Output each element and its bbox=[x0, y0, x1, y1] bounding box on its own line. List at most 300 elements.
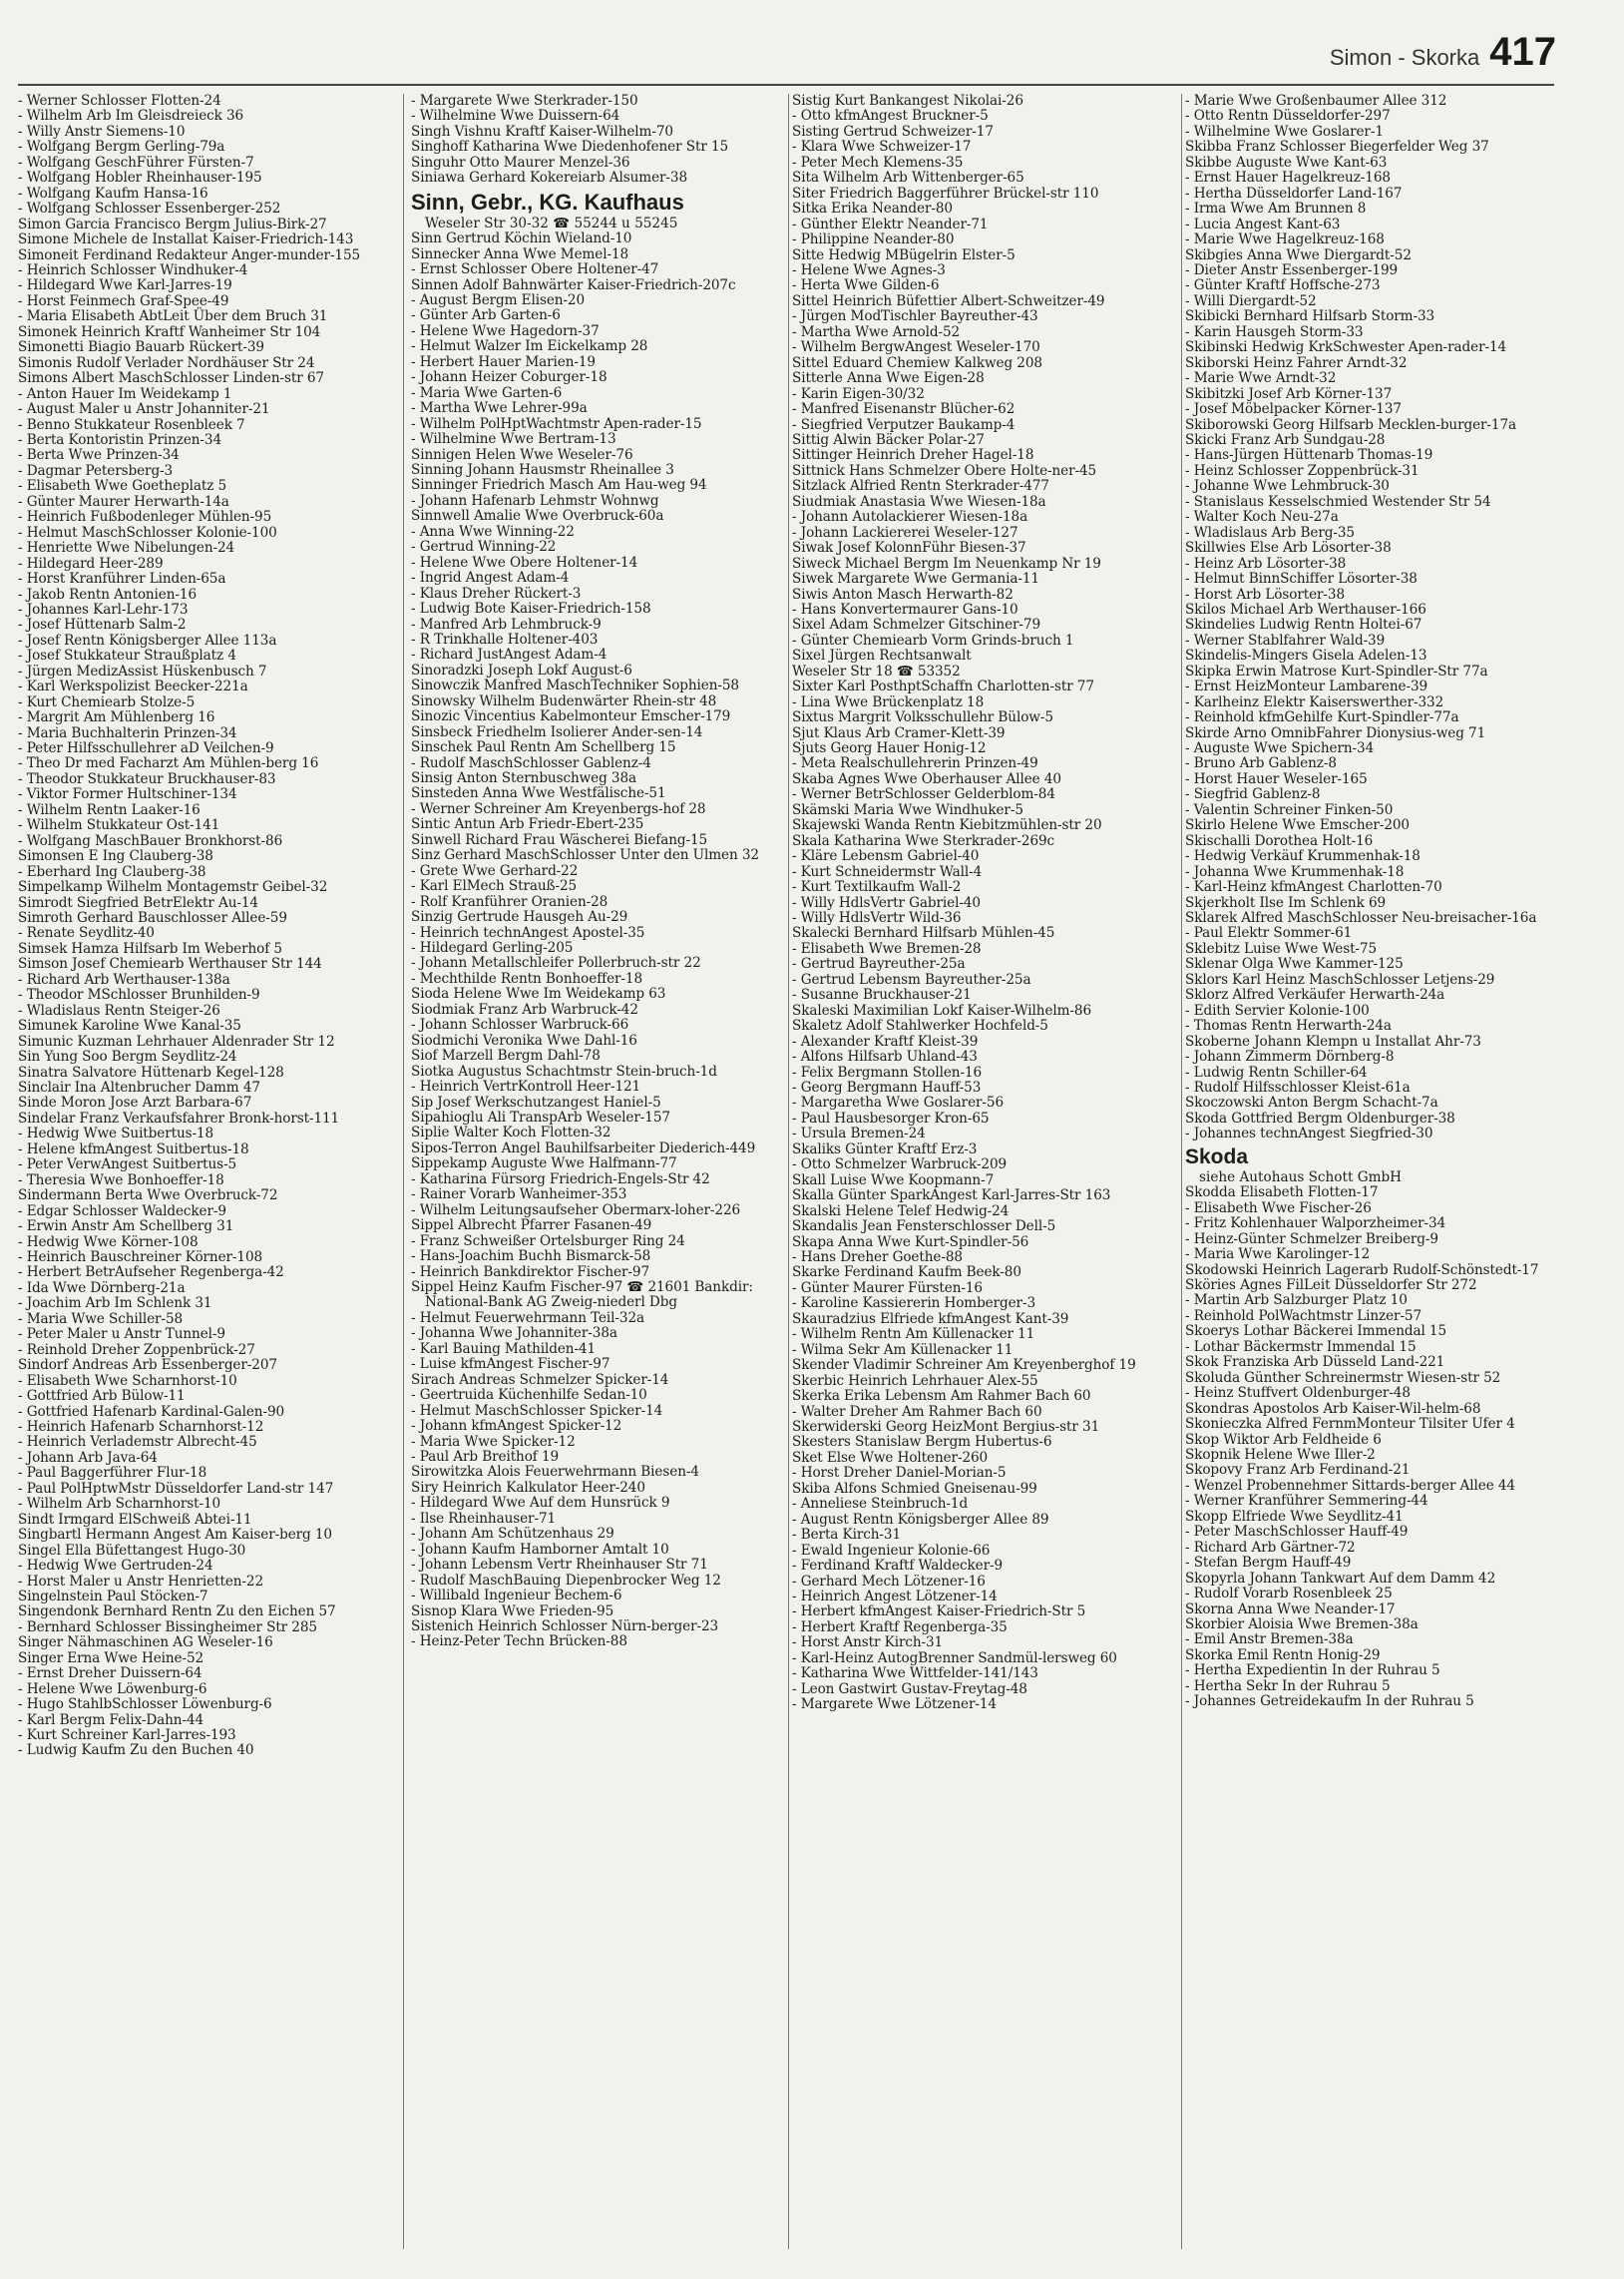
directory-entry: - August Bergm Elisen-20 bbox=[411, 291, 586, 308]
directory-entry: Simone Michele de Installat Kaiser-Friedrich-143 bbox=[18, 231, 354, 248]
directory-entry: - Hans Konvertermaurer Gans-10 bbox=[792, 601, 1018, 618]
directory-entry: - Helmut MaschSchlosser Spicker-14 bbox=[411, 1402, 663, 1419]
firm-address: Weseler Str 30-32 ☎ 55244 u 55245 bbox=[425, 215, 678, 231]
directory-entry: - Helene Wwe Agnes-3 bbox=[792, 261, 946, 278]
column-divider bbox=[788, 94, 789, 2249]
directory-entry: - Paul Elektr Sommer-61 bbox=[1185, 925, 1353, 942]
directory-entry: Sioda Helene Wwe Im Weidekamp 63 bbox=[411, 986, 666, 1003]
directory-entry: - Valentin Schreiner Finken-50 bbox=[1185, 801, 1394, 818]
directory-entry: Skodowski Heinrich Lagerarb Rudolf-Schönstedt-17 bbox=[1185, 1261, 1539, 1278]
directory-entry: - Josef Rentn Königsberger Allee 113a bbox=[18, 632, 277, 649]
directory-entry: - Johann Am Schützenhaus 29 bbox=[411, 1526, 614, 1543]
directory-entry: Sinnen Adolf Bahnwärter Kaiser-Friedrich-207c bbox=[411, 276, 736, 293]
directory-entry: - Heinz-Günter Schmelzer Breiberg-9 bbox=[1185, 1230, 1438, 1247]
directory-entry: - Walter Dreher Am Rahmer Bach 60 bbox=[792, 1403, 1042, 1420]
directory-entry: - Wilhelm Arb Im Gleisdreieck 36 bbox=[18, 108, 244, 125]
directory-entry: Simson Josef Chemiearb Werthauser Str 144 bbox=[18, 956, 322, 973]
directory-entry: - Gerhard Mech Lötzener-16 bbox=[792, 1573, 986, 1590]
directory-entry: Sitte Hedwig MBügelrin Elster-5 bbox=[792, 246, 1015, 263]
directory-entry: - Johann Lackiererei Weseler-127 bbox=[792, 524, 1018, 541]
directory-entry: Sixter Karl PosthptSchaffn Charlotten-str 77 bbox=[792, 679, 1094, 695]
directory-entry: - Ilse Rheinhauser-71 bbox=[411, 1510, 557, 1527]
directory-entry: - Johanne Wwe Lehmbruck-30 bbox=[1185, 478, 1390, 495]
directory-entry: Skiborowski Georg Hilfsarb Mecklen-burger-17a bbox=[1185, 416, 1517, 433]
directory-entry: - Heinrich Bankdirektor Fischer-97 bbox=[411, 1263, 649, 1280]
directory-entry: Skodda Elisabeth Flotten-17 bbox=[1185, 1184, 1379, 1201]
directory-entry: - Johann Arb Java-64 bbox=[18, 1449, 158, 1466]
directory-entry: - Günter Maurer Herwarth-14a bbox=[18, 493, 229, 510]
directory-entry: Sinozic Vincentius Kabelmonteur Emscher-179 bbox=[411, 708, 731, 725]
directory-entry: Skibicki Bernhard Hilfsarb Storm-33 bbox=[1185, 308, 1435, 325]
directory-entry: - Karl-Heinz AutogBrenner Sandmül-lersweg 60 bbox=[792, 1649, 1117, 1666]
directory-entry: - Josef Stukkateur Straußplatz 4 bbox=[18, 648, 236, 665]
directory-entry: - Martha Wwe Lehrer-99a bbox=[411, 400, 588, 417]
skoda-heading: Skoda bbox=[1185, 1144, 1249, 1168]
directory-entry: - Fritz Kohlenhauer Walporzheimer-34 bbox=[1185, 1215, 1446, 1232]
page-number: 417 bbox=[1489, 30, 1556, 74]
directory-entry: - Ursula Bremen-24 bbox=[792, 1126, 926, 1142]
directory-entry: - Wilhelm Rentn Am Küllenacker 11 bbox=[792, 1326, 1035, 1343]
directory-entry: Sinatra Salvatore Hüttenarb Kegel-128 bbox=[18, 1064, 284, 1081]
directory-entry: - Otto Schmelzer Warbruck-209 bbox=[792, 1156, 1008, 1173]
directory-entry: Skibbe Auguste Wwe Kant-63 bbox=[1185, 154, 1388, 171]
directory-entry: Sittig Alwin Bäcker Polar-27 bbox=[792, 431, 985, 448]
directory-entry: Skoluda Günther Schreinermstr Wiesen-str 52 bbox=[1185, 1369, 1501, 1386]
directory-entry: - Elisabeth Wwe Scharnhorst-10 bbox=[18, 1372, 237, 1389]
directory-entry: Sitterle Anna Wwe Eigen-28 bbox=[792, 370, 985, 387]
header-rule bbox=[18, 84, 1554, 86]
directory-entry: - Heinrich Hafenarb Scharnhorst-12 bbox=[18, 1418, 264, 1435]
directory-entry: - Manfred Eisenanstr Blücher-62 bbox=[792, 401, 1015, 418]
directory-entry: - Johann Zimmerm Dörnberg-8 bbox=[1185, 1049, 1395, 1066]
directory-entry: - R Trinkhalle Holtener-403 bbox=[411, 631, 599, 648]
directory-entry: - Paul Arb Breithof 19 bbox=[411, 1448, 560, 1465]
directory-entry: - Helmut Feuerwehrmann Teil-32a bbox=[411, 1309, 645, 1326]
directory-entry: Sinwell Richard Frau Wäscherei Biefang-15 bbox=[411, 831, 708, 848]
directory-entry: - Theodor Stukkateur Bruckhauser-83 bbox=[18, 770, 276, 787]
directory-entry: - Berta Kirch-31 bbox=[792, 1527, 901, 1544]
directory-entry: - Bruno Arb Gablenz-8 bbox=[1185, 755, 1337, 772]
directory-entry: - Hertha Expedientin In der Ruhrau 5 bbox=[1185, 1662, 1440, 1679]
directory-entry: Sket Else Wwe Holtener-260 bbox=[792, 1449, 989, 1466]
directory-entry: - Wolfgang MaschBauer Bronkhorst-86 bbox=[18, 832, 283, 849]
directory-entry: Sixel Jürgen Rechtsanwalt bbox=[792, 648, 972, 665]
directory-entry: Skauradzius Elfriede kfmAngest Kant-39 bbox=[792, 1310, 1069, 1327]
directory-entry: - Johann Schlosser Warbruck-66 bbox=[411, 1017, 629, 1034]
directory-entry: Skibgies Anna Wwe Diergardt-52 bbox=[1185, 246, 1412, 263]
directory-entry: - Karl Bergm Felix-Dahn-44 bbox=[18, 1711, 204, 1728]
directory-entry: Siniawa Gerhard Kokereiarb Alsumer-38 bbox=[411, 170, 688, 187]
directory-entry: Simons Albert MaschSchlosser Linden-str 67 bbox=[18, 370, 324, 387]
directory-entry: - Kurt Textilkaufm Wall-2 bbox=[792, 879, 962, 896]
directory-entry: - Maria Buchhalterin Prinzen-34 bbox=[18, 724, 237, 741]
directory-entry: - Paul Hausbesorger Kron-65 bbox=[792, 1110, 990, 1127]
directory-entry: Skop Wiktor Arb Feldheide 6 bbox=[1185, 1431, 1382, 1448]
directory-entry: - Helmut BinnSchiffer Lösorter-38 bbox=[1185, 571, 1418, 588]
directory-entry: - Grete Wwe Gerhard-22 bbox=[411, 862, 579, 879]
directory-entry: - Lucia Angest Kant-63 bbox=[1185, 216, 1341, 232]
directory-entry: - Wladislaus Arb Berg-35 bbox=[1185, 524, 1355, 541]
directory-entry: - Bernhard Schlosser Bissingheimer Str 285 bbox=[18, 1618, 317, 1635]
column-divider bbox=[1181, 94, 1182, 2249]
directory-entry: Skibitzki Josef Arb Körner-137 bbox=[1185, 385, 1393, 402]
directory-entry: - Günter Maurer Fürsten-16 bbox=[792, 1279, 983, 1296]
directory-entry: Skall Luise Wwe Koopmann-7 bbox=[792, 1171, 995, 1188]
directory-entry: Sklorz Alfred Verkäufer Herwarth-24a bbox=[1185, 987, 1445, 1004]
directory-entry: Skerwiderski Georg HeizMont Bergius-str 31 bbox=[792, 1418, 1100, 1435]
directory-entry: Simunic Kuzman Lehrhauer Aldenrader Str 12 bbox=[18, 1033, 335, 1050]
directory-entry: - Rudolf Hilfsschlosser Kleist-61a bbox=[1185, 1080, 1411, 1096]
directory-entry: - Marie Wwe Hagelkreuz-168 bbox=[1185, 231, 1385, 248]
directory-entry: - Ludwig Rentn Schiller-64 bbox=[1185, 1064, 1368, 1081]
directory-entry: - Karl-Heinz kfmAngest Charlotten-70 bbox=[1185, 879, 1442, 896]
directory-entry: - Heinz Stuffvert Oldenburger-48 bbox=[1185, 1385, 1411, 1402]
directory-entry: - Klara Wwe Schweizer-17 bbox=[792, 139, 972, 156]
directory-entry: Skesters Stanislaw Bergm Hubertus-6 bbox=[792, 1434, 1052, 1451]
directory-entry: - Martin Arb Salzburger Platz 10 bbox=[1185, 1292, 1408, 1309]
directory-entry: Sindermann Berta Wwe Overbruck-72 bbox=[18, 1187, 278, 1204]
directory-entry: Sindelar Franz Verkaufsfahrer Bronk-horst-111 bbox=[18, 1110, 340, 1127]
directory-entry: Sippel Heinz Kaufm Fischer-97 ☎ 21601 Bankdir: National-Bank AG Zweig-niederl Dbg bbox=[411, 1278, 753, 1311]
directory-entry: Skirlo Helene Wwe Emscher-200 bbox=[1185, 817, 1410, 834]
directory-entry: - Josef Möbelpacker Körner-137 bbox=[1185, 401, 1402, 418]
directory-entry: - Ida Wwe Dörnberg-21a bbox=[18, 1279, 186, 1296]
directory-entry: Sinowsky Wilhelm Budenwärter Rhein-str 48 bbox=[411, 692, 717, 709]
directory-entry: - Margaretha Wwe Goslarer-56 bbox=[792, 1095, 1005, 1112]
directory-entry: Skoda Gottfried Bergm Oldenburger-38 bbox=[1185, 1110, 1455, 1127]
directory-entry: Skaletz Adolf Stahlwerker Hochfeld-5 bbox=[792, 1018, 1048, 1035]
directory-entry: Sirach Andreas Schmelzer Spicker-14 bbox=[411, 1371, 669, 1388]
directory-entry: - Hedwig Verkäuf Krummenhak-18 bbox=[1185, 848, 1421, 865]
directory-entry: - Joachim Arb Im Schlenk 31 bbox=[18, 1295, 212, 1312]
directory-entry: Sixel Adam Schmelzer Gitschiner-79 bbox=[792, 617, 1041, 634]
directory-entry: - Elisabeth Wwe Fischer-26 bbox=[1185, 1199, 1372, 1216]
directory-entry: Sin Yung Soo Bergm Seydlitz-24 bbox=[18, 1049, 237, 1066]
directory-columns bbox=[18, 94, 1554, 2259]
column-2 bbox=[411, 94, 786, 2249]
directory-entry: - Wolfgang Hobler Rheinhauser-195 bbox=[18, 170, 262, 187]
directory-entry: Sinninger Friedrich Masch Am Hau-weg 94 bbox=[411, 477, 707, 494]
directory-entry: - Heinrich VertrKontroll Heer-121 bbox=[411, 1079, 641, 1096]
directory-entry: Skopovy Franz Arb Ferdinand-21 bbox=[1185, 1462, 1411, 1479]
directory-entry: Sindorf Andreas Arb Essenberger-207 bbox=[18, 1357, 277, 1374]
directory-entry: Sipahioglu Ali TranspArb Weseler-157 bbox=[411, 1110, 670, 1126]
directory-entry: - Rainer Vorarb Wanheimer-353 bbox=[411, 1186, 627, 1203]
directory-entry: - Richard Arb Gärtner-72 bbox=[1185, 1539, 1356, 1556]
directory-entry: Sinclair Ina Altenbrucher Damm 47 bbox=[18, 1080, 260, 1096]
directory-entry: Sisting Gertrud Schweizer-17 bbox=[792, 123, 994, 140]
directory-entry: - Philippine Neander-80 bbox=[792, 231, 955, 248]
directory-entry: - Wenzel Probennehmer Sittards-berger Allee 44 bbox=[1185, 1477, 1515, 1494]
directory-entry: - Richard Arb Werthauser-138a bbox=[18, 971, 230, 988]
directory-entry: - Heinz-Peter Techn Brücken-88 bbox=[411, 1633, 627, 1650]
directory-entry: Simoneit Ferdinand Redakteur Anger-munder-155 bbox=[18, 246, 361, 263]
directory-entry: Sköries Agnes FilLeit Düsseldorfer Str 272 bbox=[1185, 1276, 1477, 1293]
directory-entry: - Heinrich technAngest Apostel-35 bbox=[411, 924, 645, 941]
directory-entry: Sinsteden Anna Wwe Westfälische-51 bbox=[411, 785, 666, 802]
directory-entry: - Peter Hilfsschullehrer aD Veilchen-9 bbox=[18, 740, 274, 757]
directory-entry: Siter Friedrich Baggerführer Brückel-str 110 bbox=[792, 185, 1099, 202]
directory-entry: Skiborski Heinz Fahrer Arndt-32 bbox=[1185, 354, 1408, 371]
directory-entry: - Reinhold kfmGehilfe Kurt-Spindler-77a bbox=[1185, 709, 1459, 726]
directory-entry: - Werner Kranführer Semmering-44 bbox=[1185, 1493, 1428, 1510]
directory-entry: Singbartl Hermann Angest Am Kaiser-berg 10 bbox=[18, 1527, 332, 1544]
directory-entry: Sinnecker Anna Wwe Memel-18 bbox=[411, 245, 629, 262]
directory-entry: - Kurt Chemiearb Stolze-5 bbox=[18, 693, 196, 710]
directory-entry: - Wilhelm Stukkateur Ost-141 bbox=[18, 817, 220, 834]
directory-entry: - Gottfried Hafenarb Kardinal-Galen-90 bbox=[18, 1403, 285, 1420]
directory-entry: - Martha Wwe Arnold-52 bbox=[792, 323, 961, 340]
directory-entry: Sinoradzki Joseph Lokf August-6 bbox=[411, 662, 632, 679]
directory-entry: Sinschek Paul Rentn Am Schellberg 15 bbox=[411, 739, 676, 756]
directory-entry: - Hildegard Wwe Auf dem Hunsrück 9 bbox=[411, 1495, 670, 1512]
directory-entry: Sistig Kurt Bankangest Nikolai-26 bbox=[792, 94, 1023, 109]
column-4 bbox=[1185, 94, 1574, 2249]
directory-entry: Skaleski Maximilian Lokf Kaiser-Wilhelm-86 bbox=[792, 1002, 1092, 1019]
directory-entry: - Rudolf MaschBauing Diepenbrocker Weg 12 bbox=[411, 1572, 721, 1589]
directory-entry: - Richard JustAngest Adam-4 bbox=[411, 647, 608, 664]
directory-entry: - Willi Diergardt-52 bbox=[1185, 292, 1317, 309]
directory-entry: - Günter Arb Garten-6 bbox=[411, 307, 561, 324]
directory-entry: Sitzlack Alfried Rentn Sterkrader-477 bbox=[792, 478, 1049, 495]
directory-entry: - Susanne Bruckhauser-21 bbox=[792, 987, 972, 1004]
directory-entry: - Wolfgang GeschFührer Fürsten-7 bbox=[18, 154, 254, 171]
directory-entry: - Hans-Jürgen Hüttenarb Thomas-19 bbox=[1185, 447, 1433, 464]
directory-entry: - Gertrud Winning-22 bbox=[411, 539, 557, 556]
directory-entry: Simsek Hamza Hilfsarb Im Weberhof 5 bbox=[18, 940, 282, 957]
directory-entry: Simon Garcia Francisco Bergm Julius-Birk-27 bbox=[18, 216, 327, 232]
directory-entry: - Margarete Wwe Sterkrader-150 bbox=[411, 94, 638, 109]
directory-entry: - Marie Wwe Arndt-32 bbox=[1185, 370, 1337, 387]
directory-entry: - Thomas Rentn Herwarth-24a bbox=[1185, 1018, 1392, 1035]
directory-entry: - Werner Schlosser Flotten-24 bbox=[18, 94, 221, 109]
directory-entry: Skender Vladimir Schreiner Am Kreyenberghof 19 bbox=[792, 1357, 1136, 1374]
directory-entry: Siweck Michael Bergm Im Neuenkamp Nr 19 bbox=[792, 555, 1101, 572]
directory-entry: - Johannes Karl-Lehr-173 bbox=[18, 601, 189, 618]
directory-entry: Skala Katharina Wwe Sterkrader-269c bbox=[792, 832, 1055, 849]
directory-entry: - Berta Kontoristin Prinzen-34 bbox=[18, 431, 222, 448]
directory-entry: - Horst Arb Lösorter-38 bbox=[1185, 586, 1346, 603]
directory-entry: - Herbert kfmAngest Kaiser-Friedrich-Str 5 bbox=[792, 1603, 1086, 1620]
directory-entry: - Wilma Sekr Am Küllenacker 11 bbox=[792, 1341, 1014, 1358]
directory-entry: - Günter Chemiearb Vorm Grinds-bruch 1 bbox=[792, 632, 1074, 649]
directory-entry: - Elisabeth Wwe Goetheplatz 5 bbox=[18, 478, 227, 495]
directory-entry: - Katharina Fürsorg Friedrich-Engels-Str 42 bbox=[411, 1170, 710, 1187]
directory-entry: - Heinz Schlosser Zoppenbrück-31 bbox=[1185, 462, 1420, 479]
directory-entry: - Johannes Getreidekaufm In der Ruhrau 5 bbox=[1185, 1693, 1474, 1710]
directory-entry: Sintic Antun Arb Friedr-Ebert-235 bbox=[411, 816, 644, 833]
directory-entry: - Meta Realschullehrerin Prinzen-49 bbox=[792, 755, 1038, 772]
directory-entry: - Wilhelm BergwAngest Weseler-170 bbox=[792, 339, 1040, 356]
running-head: Simon - Skorka bbox=[1329, 45, 1480, 70]
directory-entry: Sklors Karl Heinz MaschSchlosser Letjens-29 bbox=[1185, 971, 1495, 988]
directory-entry: - Stefan Bergm Hauff-49 bbox=[1185, 1555, 1352, 1572]
directory-entry: - Johannes technAngest Siegfried-30 bbox=[1185, 1126, 1433, 1142]
directory-entry: - Auguste Wwe Spichern-34 bbox=[1185, 740, 1375, 757]
directory-entry: - Rudolf Vorarb Rosenbleek 25 bbox=[1185, 1586, 1393, 1602]
directory-entry: Skirde Arno OmnibFahrer Dionysius-weg 71 bbox=[1185, 724, 1486, 741]
directory-entry: Sipos-Terron Angel Bauhilfsarbeiter Diederich-449 bbox=[411, 1140, 756, 1156]
directory-entry: Simpelkamp Wilhelm Montagemstr Geibel-32 bbox=[18, 879, 328, 896]
directory-entry: - Margarete Wwe Lötzener-14 bbox=[792, 1696, 997, 1713]
directory-entry: - Anneliese Steinbruch-1d bbox=[792, 1496, 969, 1513]
directory-entry: - Wilhelm Rentn Laaker-16 bbox=[18, 801, 201, 818]
directory-entry: - Paul Baggerführer Flur-18 bbox=[18, 1465, 207, 1482]
directory-entry: Sinsbeck Friedhelm Isolierer Ander-sen-14 bbox=[411, 723, 703, 740]
directory-entry: - Herbert BetrAufseher Regenberga-42 bbox=[18, 1264, 284, 1281]
directory-entry: Skoczowski Anton Bergm Schacht-7a bbox=[1185, 1095, 1438, 1112]
directory-entry: Skalecki Bernhard Hilfsarb Mühlen-45 bbox=[792, 925, 1055, 942]
directory-entry: - Hans-Joachim Buchh Bismarck-58 bbox=[411, 1248, 651, 1265]
directory-entry: - Helene kfmAngest Suitbertus-18 bbox=[18, 1140, 249, 1157]
directory-entry: - Dagmar Petersberg-3 bbox=[18, 462, 174, 479]
directory-entry: Sittinger Heinrich Dreher Hagel-18 bbox=[792, 447, 1034, 464]
directory-entry: - Horst Feinmech Graf-Spee-49 bbox=[18, 292, 229, 309]
directory-entry: - Herbert Hauer Marien-19 bbox=[411, 353, 596, 370]
directory-entry: - Emil Anstr Bremen-38a bbox=[1185, 1631, 1354, 1648]
directory-entry: Skilos Michael Arb Werthauser-166 bbox=[1185, 601, 1426, 618]
directory-entry: - Jürgen ModTischler Bayreuther-43 bbox=[792, 308, 1038, 325]
directory-entry: Sippekamp Auguste Wwe Halfmann-77 bbox=[411, 1155, 677, 1172]
directory-entry: - Karl Bauing Mathilden-41 bbox=[411, 1340, 597, 1357]
directory-entry: Skämski Maria Wwe Windhuker-5 bbox=[792, 801, 1023, 818]
directory-entry: Siotka Augustus Schachtmstr Stein-bruch-1d bbox=[411, 1063, 717, 1080]
directory-entry: - Rolf Kranführer Oranien-28 bbox=[411, 893, 609, 910]
directory-entry: - Otto kfmAngest Bruckner-5 bbox=[792, 108, 989, 125]
directory-entry: Sixtus Margrit Volksschullehr Bülow-5 bbox=[792, 709, 1053, 726]
directory-entry: - Eberhard Ing Clauberg-38 bbox=[18, 863, 206, 880]
directory-entry: Siry Heinrich Kalkulator Heer-240 bbox=[411, 1479, 645, 1496]
directory-entry: - Marie Wwe Großenbaumer Allee 312 bbox=[1185, 94, 1447, 109]
directory-entry: Singer Erna Wwe Heine-52 bbox=[18, 1649, 204, 1666]
directory-entry: Sinnwell Amalie Wwe Overbruck-60a bbox=[411, 508, 664, 525]
directory-entry: - Maria Wwe Schiller-58 bbox=[18, 1310, 184, 1327]
directory-entry: - Mechthilde Rentn Bonhoeffer-18 bbox=[411, 970, 643, 987]
directory-entry: - Gertrud Bayreuther-25a bbox=[792, 956, 966, 973]
directory-entry: Skicki Franz Arb Sundgau-28 bbox=[1185, 431, 1386, 448]
directory-entry: Skoberne Johann Klempn u Installat Ahr-73 bbox=[1185, 1033, 1481, 1050]
directory-entry: - Dieter Anstr Essenberger-199 bbox=[1185, 261, 1399, 278]
column-divider bbox=[403, 94, 404, 2249]
directory-entry: Sinnigen Helen Wwe Weseler-76 bbox=[411, 446, 633, 463]
directory-entry: - Peter MaschSchlosser Hauff-49 bbox=[1185, 1524, 1409, 1541]
directory-entry: - Josef Hüttenarb Salm-2 bbox=[18, 617, 187, 634]
directory-entry: - Hildegard Wwe Karl-Jarres-19 bbox=[18, 277, 232, 294]
directory-entry: - Siegfrid Gablenz-8 bbox=[1185, 786, 1321, 803]
directory-entry: Siwek Margarete Wwe Germania-11 bbox=[792, 571, 1039, 588]
directory-entry: - Karl ElMech Strauß-25 bbox=[411, 878, 578, 895]
directory-entry: Skibinski Hedwig KrkSchwester Apen-rader-14 bbox=[1185, 339, 1507, 356]
directory-entry: - Katharina Wwe Wittfelder-141/143 bbox=[792, 1665, 1038, 1682]
directory-entry: - Ingrid Angest Adam-4 bbox=[411, 570, 570, 587]
directory-entry: - Erwin Anstr Am Schellberg 31 bbox=[18, 1218, 234, 1235]
directory-entry: - Ludwig Bote Kaiser-Friedrich-158 bbox=[411, 601, 651, 618]
directory-entry: - Helmut MaschSchlosser Kolonie-100 bbox=[18, 524, 277, 541]
directory-entry: - Alexander Kraftf Kleist-39 bbox=[792, 1033, 979, 1050]
column-1 bbox=[18, 94, 399, 2249]
directory-entry: - Willy Anstr Siemens-10 bbox=[18, 123, 186, 140]
directory-entry: Skapa Anna Wwe Kurt-Spindler-56 bbox=[792, 1233, 1029, 1250]
directory-entry: - Karin Eigen-30/32 bbox=[792, 385, 925, 402]
directory-entry: - Alfons Hilfsarb Uhland-43 bbox=[792, 1049, 978, 1066]
directory-entry: Siodmiak Franz Arb Warbruck-42 bbox=[411, 1001, 638, 1018]
directory-entry: - Hertha Düsseldorfer Land-167 bbox=[1185, 185, 1403, 202]
directory-entry: Sklebitz Luise Wwe West-75 bbox=[1185, 940, 1378, 957]
directory-entry: Singer Nähmaschinen AG Weseler-16 bbox=[18, 1634, 273, 1651]
directory-entry: - Wilhelmine Wwe Goslarer-1 bbox=[1185, 123, 1384, 140]
directory-entry: - Luise kfmAngest Fischer-97 bbox=[411, 1356, 610, 1373]
directory-entry: - Heinrich Fußbodenleger Mühlen-95 bbox=[18, 509, 272, 526]
directory-entry: Skipka Erwin Matrose Kurt-Spindler-Str 77a bbox=[1185, 663, 1488, 680]
directory-entry: - August Maler u Anstr Johanniter-21 bbox=[18, 401, 270, 418]
directory-entry: - Johann Lebensm Vertr Rheinhauser Str 71 bbox=[411, 1557, 708, 1574]
directory-entry: - Horst Hauer Weseler-165 bbox=[1185, 770, 1368, 787]
directory-entry: Skindelis-Mingers Gisela Adelen-13 bbox=[1185, 648, 1427, 665]
directory-entry: - Reinhold Dreher Zoppenbrück-27 bbox=[18, 1341, 255, 1358]
directory-entry: Skopyrla Johann Tankwart Auf dem Damm 42 bbox=[1185, 1570, 1496, 1587]
directory-entry: - Gottfried Arb Bülow-11 bbox=[18, 1388, 186, 1405]
directory-entry: Skondras Apostolos Arb Kaiser-Wil-helm-68 bbox=[1185, 1400, 1481, 1417]
directory-entry: - Ernst Dreher Duissern-64 bbox=[18, 1665, 203, 1682]
directory-entry: Sinowczik Manfred MaschTechniker Sophien-58 bbox=[411, 678, 739, 694]
directory-entry: - Karoline Kassiererin Homberger-3 bbox=[792, 1295, 1036, 1312]
directory-entry: Skorka Emil Rentn Honig-29 bbox=[1185, 1646, 1381, 1663]
directory-entry: - Wilhelmine Wwe Bertram-13 bbox=[411, 431, 616, 448]
directory-entry: Skaba Agnes Wwe Oberhauser Allee 40 bbox=[792, 770, 1061, 787]
directory-entry: Singendonk Bernhard Rentn Zu den Eichen 57 bbox=[18, 1603, 336, 1620]
directory-entry: Weseler Str 18 ☎ 53352 bbox=[792, 663, 961, 680]
directory-entry: - Hedwig Wwe Gertruden-24 bbox=[18, 1558, 213, 1575]
directory-entry: - Maria Wwe Spicker-12 bbox=[411, 1433, 576, 1450]
directory-entry: - Horst Dreher Daniel-Morian-5 bbox=[792, 1465, 1007, 1482]
directory-entry: Sinning Johann Hausmstr Rheinallee 3 bbox=[411, 461, 674, 478]
directory-entry: Skerbic Heinrich Lehrhauer Alex-55 bbox=[792, 1372, 1038, 1389]
directory-entry: - Rudolf MaschSchlosser Gablenz-4 bbox=[411, 754, 651, 771]
directory-entry: - Siegfried Verputzer Baukamp-4 bbox=[792, 416, 1015, 433]
directory-entry: - Georg Bergmann Hauff-53 bbox=[792, 1080, 982, 1096]
directory-entry: - Johann Heizer Coburger-18 bbox=[411, 369, 608, 386]
directory-entry: - Wolfgang Bergm Gerling-79a bbox=[18, 139, 225, 156]
directory-entry: Skok Franziska Arb Düsseld Land-221 bbox=[1185, 1354, 1445, 1371]
directory-entry: - Ferdinand Kraftf Waldecker-9 bbox=[792, 1558, 1004, 1575]
directory-entry: Skalski Helene Telef Hedwig-24 bbox=[792, 1202, 1010, 1219]
directory-entry: Sisnop Klara Wwe Frieden-95 bbox=[411, 1602, 614, 1619]
directory-entry: - Theo Dr med Facharzt Am Mühlen-berg 16 bbox=[18, 755, 319, 772]
directory-entry: Skibba Franz Schlosser Biegerfelder Weg 37 bbox=[1185, 139, 1489, 156]
directory-entry: Sklenar Olga Wwe Kammer-125 bbox=[1185, 956, 1404, 973]
directory-entry: - Ewald Ingenieur Kolonie-66 bbox=[792, 1542, 991, 1559]
directory-entry: - Herta Wwe Gilden-6 bbox=[792, 277, 940, 294]
directory-entry: - Edith Servier Kolonie-100 bbox=[1185, 1002, 1370, 1019]
directory-entry: - Wilhelm PolHptWachtmstr Apen-rader-15 bbox=[411, 415, 702, 432]
directory-entry: Skiba Alfons Schmied Gneisenau-99 bbox=[792, 1480, 1037, 1497]
directory-entry: Simonek Heinrich Kraftf Wanheimer Str 104 bbox=[18, 323, 321, 340]
directory-entry: - Karlheinz Elektr Kaiserswerther-332 bbox=[1185, 693, 1444, 710]
directory-entry: - Horst Anstr Kirch-31 bbox=[792, 1634, 944, 1651]
directory-entry: Simonetti Biagio Bauarb Rückert-39 bbox=[18, 339, 264, 356]
directory-entry: - Ernst HeizMonteur Lambarene-39 bbox=[1185, 679, 1428, 695]
directory-entry: - Heinrich Bauschreiner Körner-108 bbox=[18, 1248, 263, 1265]
directory-entry: Sippel Albrecht Pfarrer Fasanen-49 bbox=[411, 1217, 652, 1234]
directory-entry: - Wolfgang Schlosser Essenberger-252 bbox=[18, 201, 281, 218]
directory-entry: - Renate Seydlitz-40 bbox=[18, 925, 155, 942]
directory-entry: - Heinrich Angest Lötzener-14 bbox=[792, 1588, 998, 1604]
directory-entry: Sklarek Alfred MaschSchlosser Neu-breisacher-16a bbox=[1185, 910, 1537, 927]
directory-entry: Sinzig Gertrude Hausgeh Au-29 bbox=[411, 909, 628, 926]
column-3 bbox=[792, 94, 1179, 2249]
page-header bbox=[1330, 30, 1556, 75]
directory-entry: - Hertha Sekr In der Ruhrau 5 bbox=[1185, 1677, 1391, 1694]
